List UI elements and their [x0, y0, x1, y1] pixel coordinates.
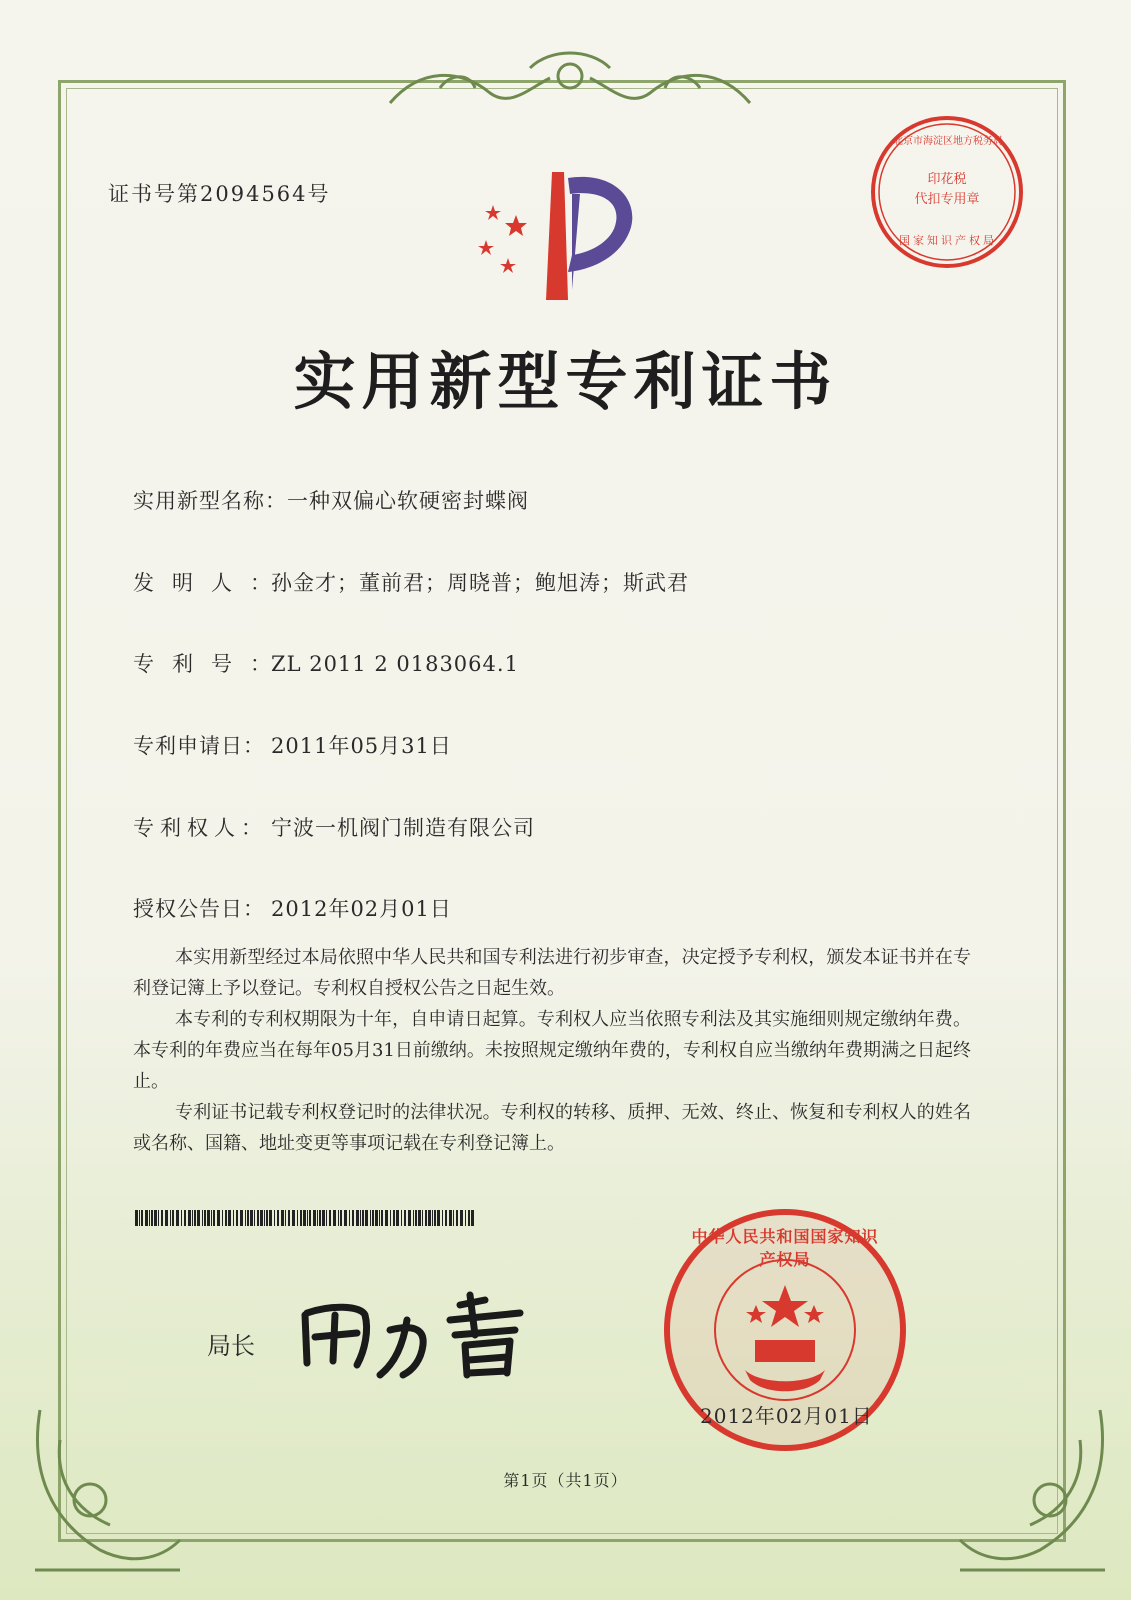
field-label: 专利号：: [133, 652, 289, 676]
field-grant-date: [133, 893, 452, 923]
barcode-icon: [135, 1210, 475, 1226]
field-value: 2011年05月31日: [271, 734, 452, 758]
field-patent-number: [133, 648, 519, 678]
page-number: 第1页（共1页）: [503, 1471, 628, 1490]
director-signature-icon: [285, 1275, 545, 1385]
field-value: 一种双偏心软硬密封蝶阀: [287, 489, 529, 513]
body-paragraph: 本专利的专利权期限为十年，自申请日起算。专利权人应当依照专利法及其实施细则规定缴纳年费。本专利的年费应当在每年05月31日前缴纳。未按照规定缴纳年费的，专利权自应当缴纳年费期满之日起终止。: [133, 1009, 971, 1092]
tax-stamp-text: [888, 170, 1006, 210]
certificate-body: [133, 942, 971, 1159]
field-value: 孙金才；董前君；周晓普；鲍旭涛；斯武君: [271, 571, 689, 595]
certificate-number: 证书号第2094564号: [108, 182, 331, 206]
field-label: 授权公告日：: [133, 897, 265, 921]
field-label: 实用新型名称：: [133, 489, 287, 513]
field-value: 宁波一机阀门制造有限公司: [271, 816, 535, 840]
field-patentee: [133, 812, 535, 842]
field-label: 专利申请日：: [133, 734, 265, 758]
official-seal-text: 中华人民共和国国家知识产权局: [691, 1227, 879, 1269]
tax-stamp-outer-text: 北京市海淀区地方税务局: [893, 136, 1003, 147]
issue-date: 2012年02月01日: [700, 1404, 873, 1428]
certificate-title: 实用新型专利证书: [293, 345, 838, 418]
tax-stamp-line-1: 印花税: [927, 172, 967, 187]
body-paragraph: 专利证书记载专利权登记时的法律状况。专利权的转移、质押、无效、终止、恢复和专利权人的姓名或名称、国籍、地址变更等事项记载在专利登记簿上。: [133, 1102, 971, 1154]
field-label: 专利权人：: [133, 816, 268, 840]
field-value: 2012年02月01日: [271, 897, 452, 921]
tax-stamp-bottom-text: 国家知识产权局: [899, 234, 997, 247]
field-utility-model-name: [133, 485, 529, 515]
field-label: 发明人：: [133, 571, 289, 595]
field-application-date: [133, 730, 452, 760]
field-value: ZL 2011 2 0183064.1: [271, 652, 519, 676]
director-label: 局长: [207, 1332, 255, 1360]
tax-stamp-line-2: 代扣专用章: [914, 192, 980, 207]
body-paragraph: 本实用新型经过本局依照中华人民共和国专利法进行初步审查，决定授予专利权，颁发本证书并在专利登记簿上予以登记。专利权自授权公告之日起生效。: [133, 947, 971, 999]
field-inventors: [133, 567, 689, 597]
patent-office-logo-icon: [468, 160, 668, 315]
top-ornament-icon: [380, 48, 760, 118]
